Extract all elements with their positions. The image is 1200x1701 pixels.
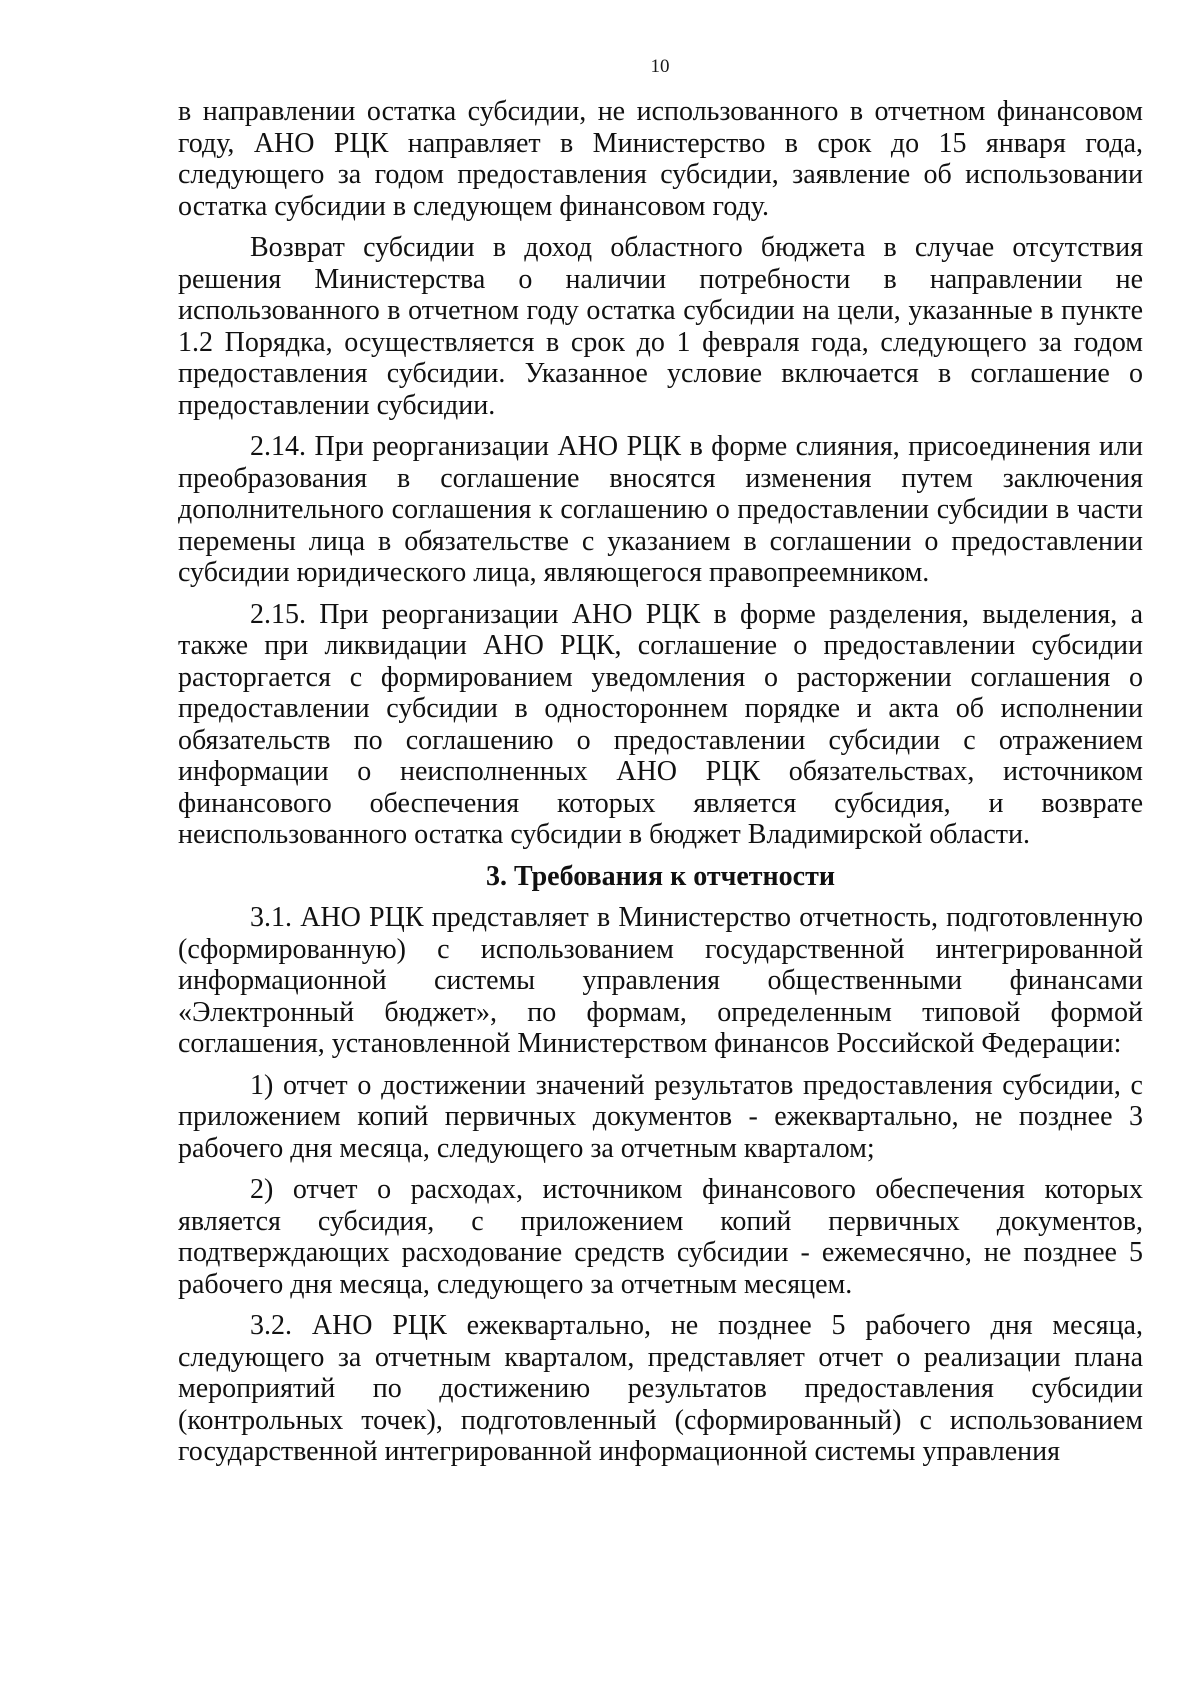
paragraph-continuation: в направлении остатка субсидии, не использованного в отчетном финансовом году, АНО РЦК направляет в Министерство в срок до 15 января года, следующего за годом предоставления субсидии, заявление об использовании остатка субсидии в следующем финансовом году. — [178, 96, 1143, 222]
paragraph-item-1: 1) отчет о достижении значений результатов предоставления субсидии, с приложением копий первичных документов - ежеквартально, не позднее 3 рабочего дня месяца, следующего за отчетным кварталом; — [178, 1069, 1143, 1164]
section-heading: 3. Требования к отчетности — [485, 860, 835, 892]
paragraph-3-2: 3.2. АНО РЦК ежеквартально, не позднее 5 рабочего дня месяца, следующего за отчетным кварталом, представляет отчет о реализации плана мероприятий по достижению результатов предоставления субсидии (контрольных точек), подготовленный (сформированный) с использованием государственной интегрированной информационной системы управления — [178, 1310, 1143, 1467]
paragraph-2-15: 2.15. При реорганизации АНО РЦК в форме разделения, выделения, а также при ликвидации АНО РЦК, соглашение о предоставлении субсидии расторгается с формированием уведомления о расторжении соглашения о предоставлении субсидии в одностороннем порядке и акта об исполнении обязательств по соглашению о предоставлении субсидии с отражением информации о неисполненных АНО РЦК обязательствах, источником финансового обеспечения которых является субсидия, и возврате неиспользованного остатка субсидии в бюджет Владимирской области. — [178, 598, 1143, 850]
document-body — [178, 96, 1143, 1478]
paragraph-item-2: 2) отчет о расходах, источником финансового обеспечения которых является субсидия, с приложением копий первичных документов, подтверждающих расходование средств субсидии - ежемесячно, не позднее 5 рабочего дня месяца, следующего за отчетным месяцем. — [178, 1174, 1143, 1300]
page-number: 10 — [650, 56, 670, 77]
paragraph-2-14: 2.14. При реорганизации АНО РЦК в форме слияния, присоединения или преобразования в соглашение вносятся изменения путем заключения дополнительного соглашения к соглашению о предоставлении субсидии в части перемены лица в обязательстве с указанием в соглашении о предоставлении субсидии юридического лица, являющегося правопреемником. — [178, 431, 1143, 588]
paragraph-3-1: 3.1. АНО РЦК представляет в Министерство отчетность, подготовленную (сформированную) с использованием государственной интегрированной информационной системы управления общественными финансами «Электронный бюджет», по формам, определенным типовой формой соглашения, установленной Министерством финансов Российской Федерации: — [178, 902, 1143, 1059]
paragraph-subsidy-return: Возврат субсидии в доход областного бюджета в случае отсутствия решения Министерства о наличии потребности в направлении не использованного в отчетном году остатка субсидии на цели, указанные в пункте 1.2 Порядка, осуществляется в срок до 1 февраля года, следующего за годом предоставления субсидии. Указанное условие включается в соглашение о предоставлении субсидии. — [178, 232, 1143, 421]
